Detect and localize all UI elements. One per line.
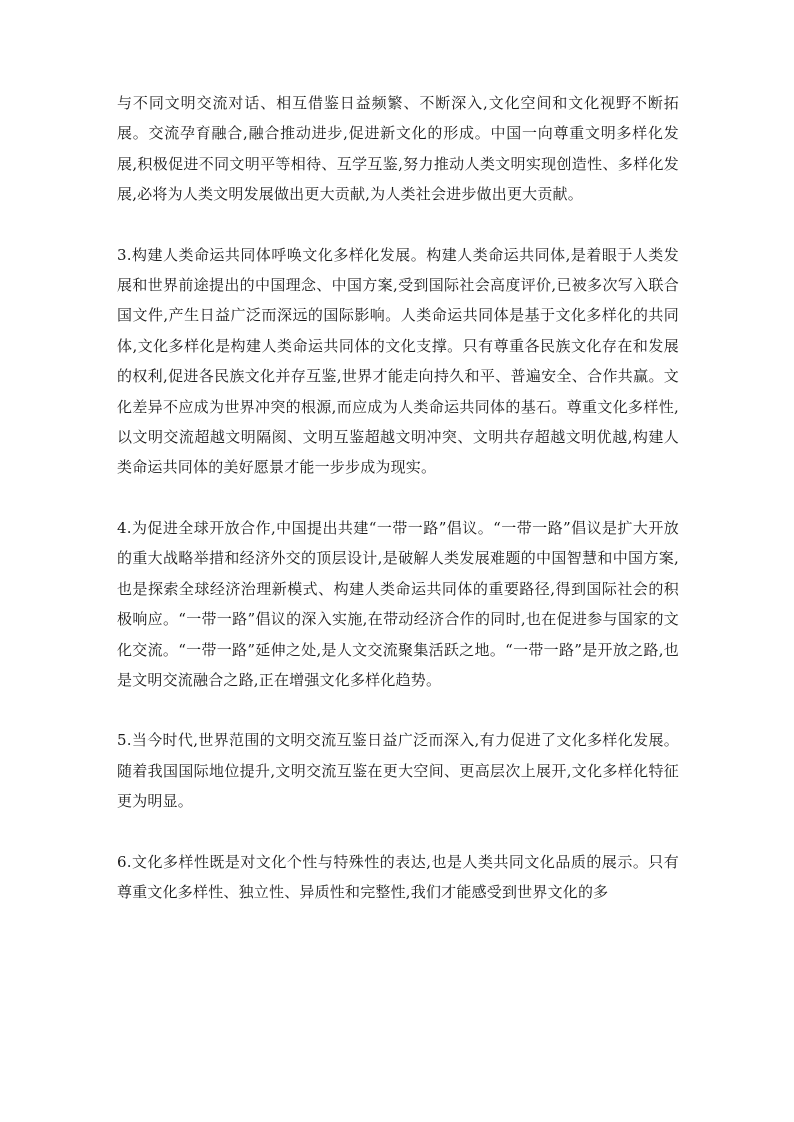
paragraph-point-6: 6.文化多样性既是对文化个性与特殊性的表达,也是人类共同文化品质的展示。只有尊重文化多样性、独立性、异质性和完整性,我们才能感受到世界文化的多 [117,852,679,901]
paragraph-continuation: 与不同文明交流对话、相互借鉴日益频繁、不断深入,文化空间和文化视野不断拓展。交流孕育融合,融合推动进步,促进新文化的形成。中国一向尊重文明多样化发展,积极促进不同文明平等相待、互学互鉴,努力推动人类文明实现创造性、多样化发展,必将为人类文明发展做出更大贡献,为人类社会进步做出更大贡献。 [117,94,679,204]
paragraph-point-3: 3.构建人类命运共同体呼唤文化多样化发展。构建人类命运共同体,是着眼于人类发展和世界前途提出的中国理念、中国方案,受到国际社会高度评价,已被多次写入联合国文件,产生日益广泛而深远的国际影响。人类命运共同体是基于文化多样化的共同体,文化多样化是构建人类命运共同体的文化支撑。只有尊重各民族文化存在和发展的权利,促进各民族文化并存互鉴,世界才能走向持久和平、普遍安全、合作共赢。文化差异不应成为世界冲突的根源,而应成为人类命运共同体的基石。尊重文化多样性,以文明交流超越文明隔阂、文明互鉴超越文明冲突、文明共存超越文明优越,构建人类命运共同体的美好愿景才能一步步成为现实。 [117,245,679,477]
document-page [117,88,679,937]
paragraph-point-4: 4.为促进全球开放合作,中国提出共建“一带一路”倡议。“一带一路”倡议是扩大开放的重大战略举措和经济外交的顶层设计,是破解人类发展难题的中国智慧和中国方案,也是探索全球经济治理新模式、构建人类命运共同体的重要路径,得到国际社会的积极响应。“一带一路”倡议的深入实施,在带动经济合作的同时,也在促进参与国家的文化交流。“一带一路”延伸之处,是人文交流聚集活跃之地。“一带一路”是开放之路,也是文明交流融合之路,正在增强文化多样化趋势。 [117,518,679,689]
paragraph-point-5: 5.当今时代,世界范围的文明交流互鉴日益广泛而深入,有力促进了文化多样化发展。随着我国国际地位提升,文明交流互鉴在更大空间、更高层次上展开,文化多样化特征更为明显。 [117,731,679,811]
